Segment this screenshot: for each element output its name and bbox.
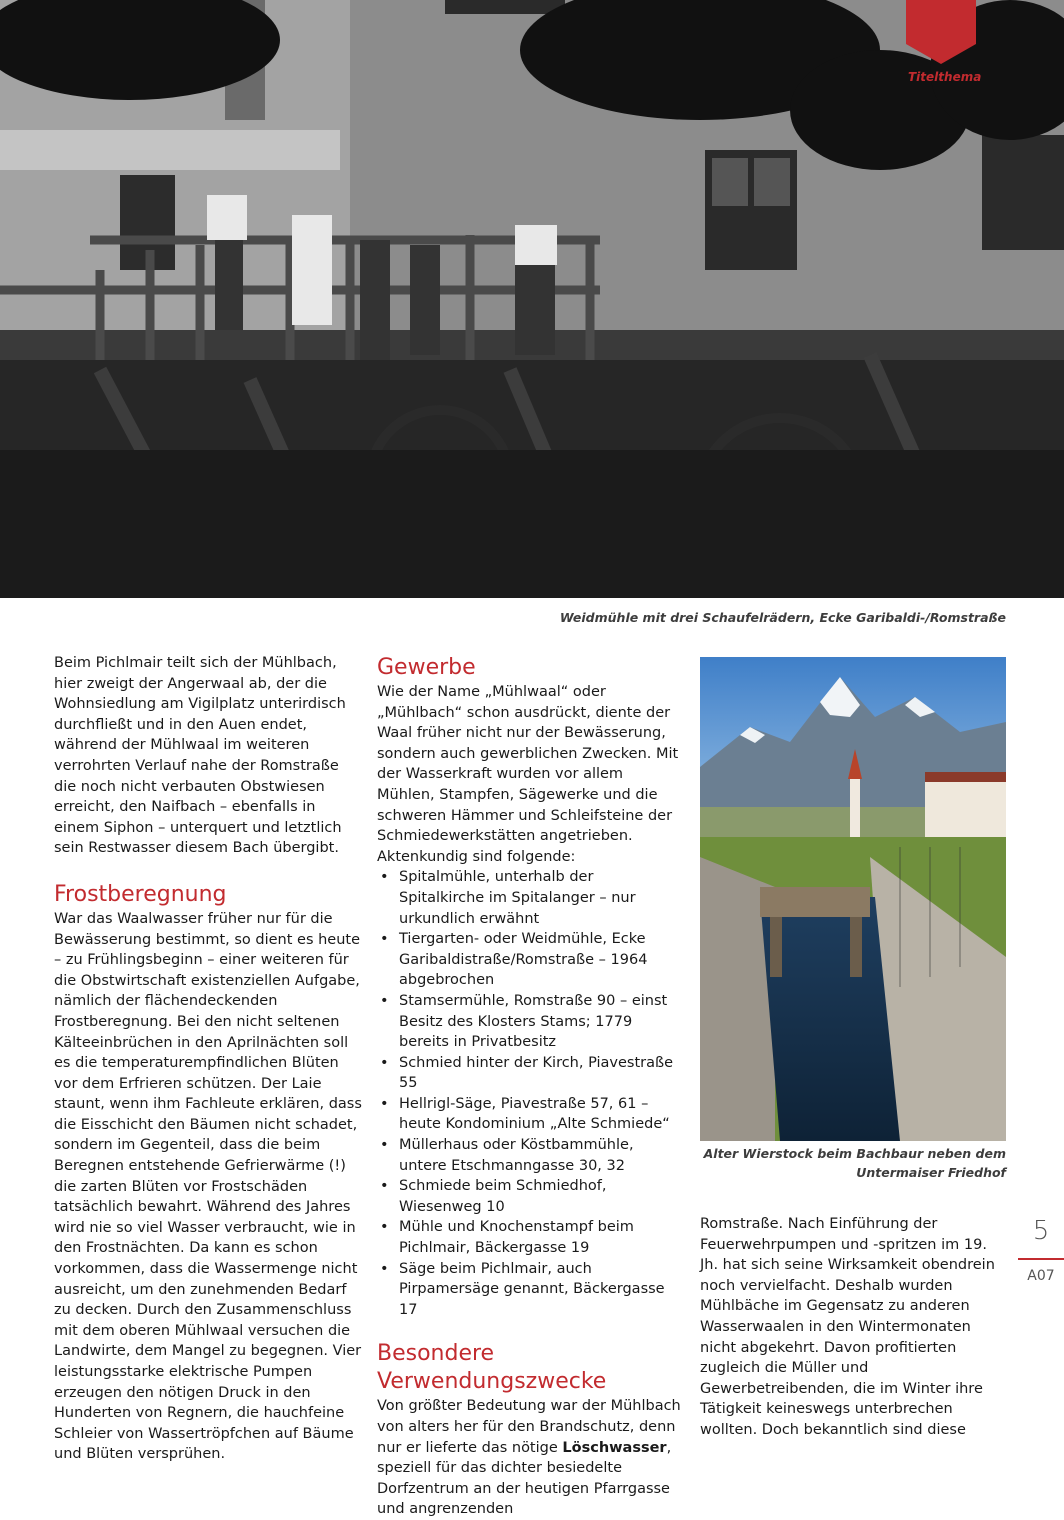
list-item: • Säge beim Pichlmair, auch Pirpamersäge genannt, Bäckergasse 17 (377, 1259, 683, 1321)
gewerbe-list (377, 867, 683, 1320)
list-item: • Hellrigl-Säge, Piavestraße 57, 61 – heute Kondominium „Alte Schmiede“ (377, 1094, 683, 1135)
page-number-rule (1018, 1258, 1064, 1260)
hero-photo (0, 0, 1064, 598)
list-item: • Schmiede beim Schmiedhof, Wiesenweg 10 (377, 1176, 683, 1217)
column-1 (54, 653, 362, 1465)
page-number: 5 (1032, 1216, 1050, 1246)
list-item: • Tiergarten- oder Weidmühle, Ecke Garibaldistraße/Romstraße – 1964 abgebrochen (377, 929, 683, 991)
channel-photo-drawing (700, 657, 1006, 1141)
gewerbe-paragraph: Wie der Name „Mühlwaal“ oder „Mühlbach“ schon ausdrückt, diente der Waal früher nicht nur der Bewässerung, sondern auch gewerblichen Zwecken. Mit der Wasserkraft wurden vor allem Mühlen, Stampfen, Sägewerke und die schweren Hämmer und Schleifsteine der Schmiedewerkstätten angetrieben. Aktenkundig sind folgende: (377, 684, 679, 865)
column-3 (700, 1214, 1007, 1441)
list-item: • Stamsermühle, Romstraße 90 – einst Besitz des Klosters Stams; 1779 bereits in Privatbesitz (377, 991, 683, 1053)
frostberegnung-paragraph: War das Waalwasser früher nur für die Bewässerung bestimmt, so dient es heute – zu Frühlingsbeginn – einer weiteren für die Obstwirtschaft existenziellen Aufgabe, nämlich der flächendeckenden Frostberegnung. Bei den nicht seltenen Kälteeinbrüchen in den Aprilnächten soll es die temperaturempfindlichen Blüten vor dem Erfrieren schützen. Der Laie staunt, wenn ihm Fachleute erklären, dass die Eisschicht den Bäumen nicht schadet, sondern im Gegenteil, dass die beim Beregnen entstehende Gefrierwärme (!) die zarten Blüten vor Frostschäden tatsächlich bewahrt. Während des Jahres wird nie so viel Wasser verbraucht, wie in den Frostnächten. Da kann es schon vorkommen, dass die Wassermenge nicht ausreicht, um den zunehmenden Bedarf zu decken. Durch den Zusammenschluss mit dem oberen Mühlwaal versuchen die Landwirte, dem Mangel zu begegnen. Vier leistungsstarke elektrische Pumpen erzeugen den nötigen Druck in den Hunderten von Regnern, die hauchfeine Schleier von Wassertröpfchen auf Bäume und Blüten versprühen. (54, 910, 362, 1463)
column-2 (377, 654, 683, 1520)
section-tab-marker (906, 0, 976, 64)
gewerbe-heading: Gewerbe (377, 655, 476, 680)
paragraph-text: , speziell für das dichter besiedelte Dorfzentrum an der heutigen Pfarrgasse und angrenzenden (377, 1439, 672, 1518)
list-item: • Schmied hinter der Kirch, Piavestraße 55 (377, 1053, 683, 1094)
column-3-paragraph: Romstraße. Nach Einführung der Feuerwehrpumpen und -spritzen im 19. Jh. hat sich seine Wirksamkeit obendrein noch vervielfacht. Deshalb wurden Mühlbäche im Gegensatz zu anderen Wasserwaalen in den Wintermonaten nicht abgekehrt. Davon profitierten zugleich die Müller und Gewerbetreibenden, die im Winter ihre Tätigkeit keineswegs unterbrechen wollten. Doch bekanntlich sind diese (700, 1216, 995, 1438)
bold-term: Löschwasser (562, 1439, 667, 1456)
channel-photo (700, 657, 1006, 1141)
list-item: • Spitalmühle, unterhalb der Spitalkirche im Spitalanger – nur urkundlich erwähnt (377, 867, 683, 929)
list-item: • Mühle und Knochenstampf beim Pichlmair, Bäckergasse 19 (377, 1217, 683, 1258)
verwendungszwecke-heading: Besondere Verwendungszwecke (377, 1341, 607, 1395)
list-item: • Müllerhaus oder Köstbammühle, untere Etschmanngasse 30, 32 (377, 1135, 683, 1176)
channel-caption (700, 1144, 1006, 1182)
caption-line: Untermaiser Friedhof (856, 1165, 1006, 1180)
hero-photo-drawing (0, 0, 1064, 598)
caption-line: Alter Wierstock beim Bachbaur neben dem (703, 1146, 1006, 1161)
hero-caption: Weidmühle mit drei Schaufelrädern, Ecke Garibaldi-/Romstraße (559, 610, 1006, 625)
paragraph-text: Von größter Bedeutung war der Mühlbach von alters her für den Brandschutz, denn nur er lieferte das nötige (377, 1398, 681, 1456)
intro-paragraph: Beim Pichlmair teilt sich der Mühlbach, hier zweigt der Angerwaal ab, der die Wohnsiedlung am Vigilplatz unterirdisch durchfließt und in den Auen endet, während der Mühlwaal im weiteren verrohrten Verlauf nahe der Romstraße die noch nicht verbauten Obstwiesen erreicht, den Naifbach – ebenfalls in einem Siphon – unterquert und letztlich sein Restwasser diesem Bach übergibt. (54, 655, 346, 857)
page-code: A07 (1027, 1268, 1055, 1284)
section-label: Titelthema (908, 70, 982, 84)
frostberegnung-heading: Frostberegnung (54, 881, 227, 907)
verwendungszwecke-paragraph (377, 1396, 683, 1520)
